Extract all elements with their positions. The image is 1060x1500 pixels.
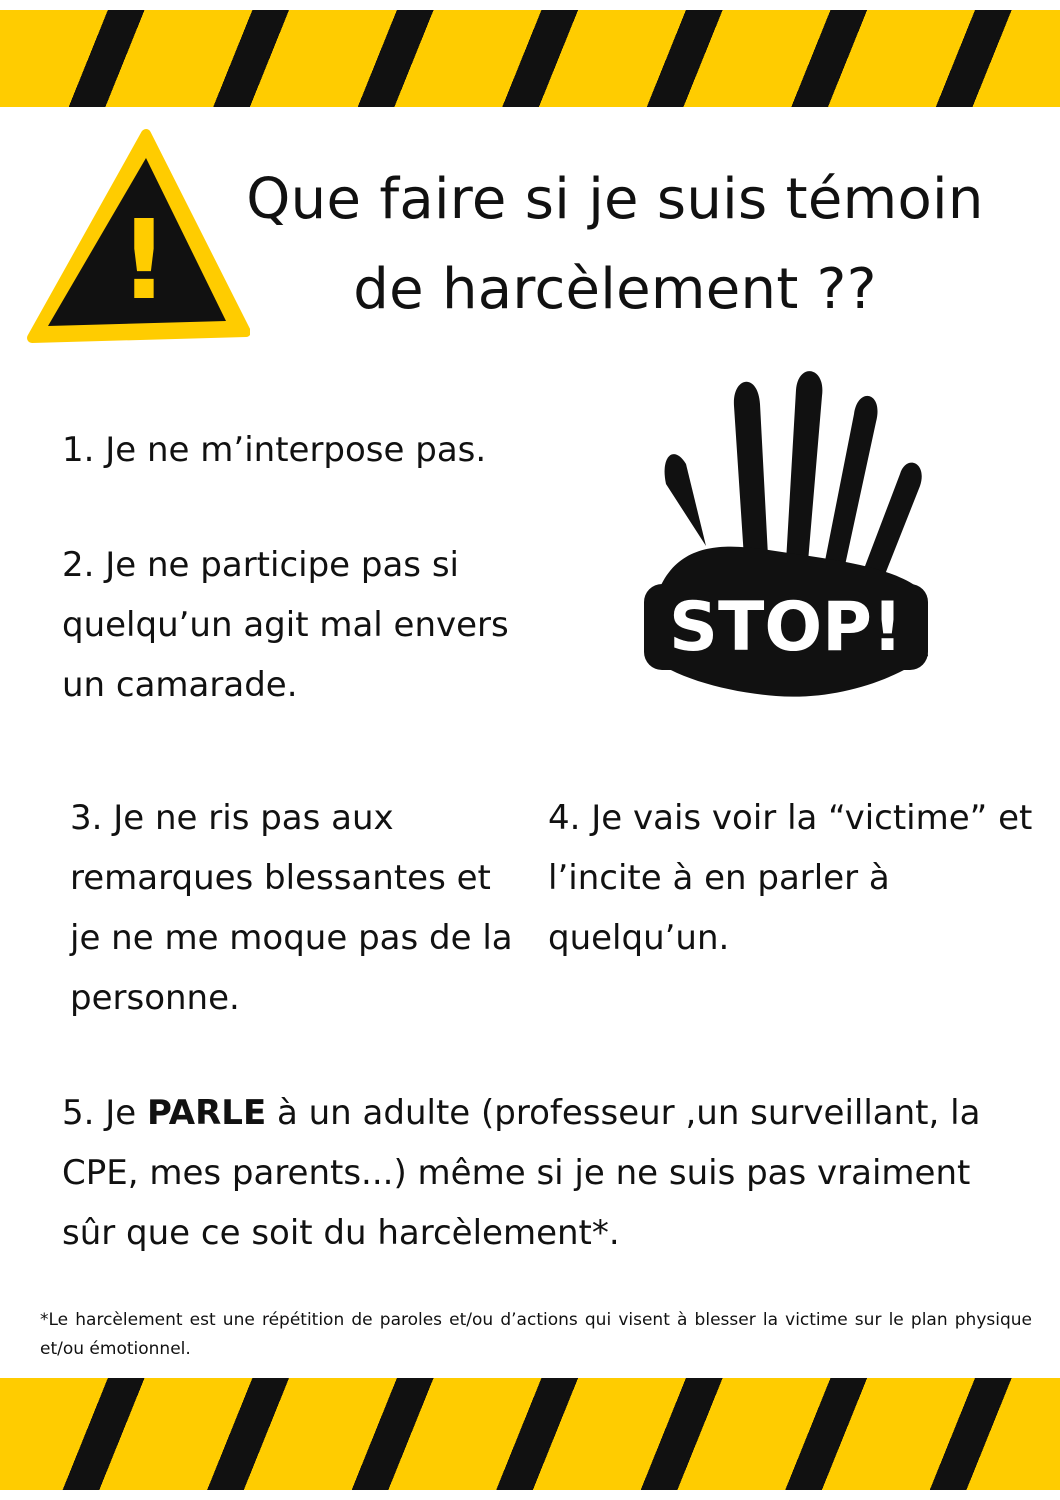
footnote: *Le harcèlement est une répétition de paroles et/ou d’actions qui visent à blesser la victime sur le plan physique et/ou émotionnel. (40, 1310, 1032, 1359)
item5-before: 5. Je (62, 1093, 147, 1133)
stop-label: STOP! (668, 588, 904, 667)
list-item-5 (62, 1083, 1022, 1263)
page-title: Que faire si je suis témoin de harcèlement ?? (246, 167, 984, 322)
list-item: 2. Je ne participe pas si quelqu’un agit mal envers un camarade. (62, 545, 509, 705)
item5-after: à un adulte (professeur ,un surveillant, la CPE, mes parents...) même si je ne suis pas vraiment sûr que ce soit du harcèlement*. (62, 1093, 981, 1253)
hazard-stripe-top (0, 10, 1060, 107)
list-item: 4. Je vais voir la “victime” et l’incite à en parler à quelqu’un. (548, 798, 1033, 958)
item5-emphasis: PARLE (147, 1093, 267, 1133)
list-item: 1. Je ne m’interpose pas. (62, 430, 487, 470)
list-item: 3. Je ne ris pas aux remarques blessantes et je ne me moque pas de la personne. (70, 798, 513, 1018)
hazard-stripe-bottom (0, 1378, 1060, 1490)
stop-hand-icon (636, 366, 932, 702)
warning-exclamation: ! (118, 196, 170, 324)
